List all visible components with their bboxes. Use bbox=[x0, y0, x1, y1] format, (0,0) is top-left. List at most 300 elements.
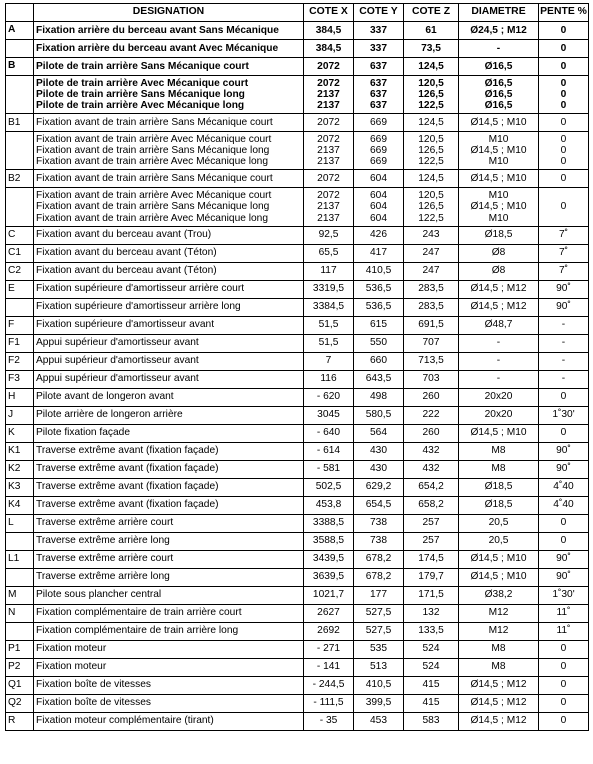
diametre-cell bbox=[459, 676, 539, 694]
cell-line: 432 bbox=[422, 445, 440, 457]
cell-line: 2072 bbox=[317, 60, 340, 72]
cell-line: Fixation avant de train arrière Avec Mécanique court bbox=[36, 189, 272, 201]
row-id-cell bbox=[6, 298, 34, 316]
designation-cell bbox=[34, 22, 304, 40]
diametre-cell bbox=[459, 658, 539, 676]
cell-line: 3439,5 bbox=[312, 553, 345, 565]
cell-line: 0 bbox=[560, 661, 567, 673]
row-id-cell: K bbox=[6, 424, 34, 442]
pente-cell bbox=[539, 496, 589, 514]
cell-line: Fixation supérieure d'amortisseur avant bbox=[36, 319, 215, 331]
cell-line: - 640 bbox=[316, 427, 341, 439]
cell-line: 583 bbox=[422, 715, 440, 727]
designation-cell bbox=[34, 676, 304, 694]
cote-y-cell bbox=[354, 694, 404, 712]
cell-line: 0 bbox=[560, 679, 567, 691]
pente-cell bbox=[539, 114, 589, 132]
cell-line: Fixation complémentaire de train arrière long bbox=[36, 625, 239, 637]
table-row bbox=[6, 406, 589, 424]
diametre-cell bbox=[459, 298, 539, 316]
header-row bbox=[6, 4, 589, 22]
pente-cell bbox=[539, 388, 589, 406]
cell-line: Fixation avant de train arrière Sans Mécanique court bbox=[36, 116, 273, 128]
table-row bbox=[6, 694, 589, 712]
table-row bbox=[6, 76, 589, 114]
cell-line: 738 bbox=[370, 535, 387, 547]
header-diametre: DIAMETRE bbox=[459, 4, 539, 22]
row-id-cell: P2 bbox=[6, 658, 34, 676]
cote-z-cell bbox=[404, 262, 459, 280]
cell-line: 0 bbox=[560, 133, 567, 145]
pente-cell bbox=[539, 76, 589, 114]
cote-y-cell bbox=[354, 478, 404, 496]
cote-z-cell bbox=[404, 132, 459, 170]
cell-line: 0 bbox=[560, 42, 567, 54]
cell-line: 426 bbox=[370, 229, 387, 241]
cell-line: 604 bbox=[370, 173, 387, 185]
cell-line: 654,5 bbox=[365, 499, 392, 511]
cell-line: Traverse extrême arrière court bbox=[36, 553, 174, 565]
cote-z-cell bbox=[404, 244, 459, 262]
cell-line: 669 bbox=[370, 156, 387, 168]
row-id-cell: K1 bbox=[6, 442, 34, 460]
pente-cell bbox=[539, 262, 589, 280]
cote-x-cell bbox=[304, 170, 354, 188]
cell-line: 117 bbox=[320, 265, 337, 277]
cell-line: Pilote arrière de longeron arrière bbox=[36, 409, 183, 421]
cell-line: 2137 bbox=[317, 156, 340, 168]
cell-line: Traverse extrême avant (fixation façade) bbox=[36, 481, 219, 493]
cell-line: 126,5 bbox=[418, 201, 444, 213]
cote-z-cell bbox=[404, 388, 459, 406]
cell-line: 536,5 bbox=[365, 283, 392, 295]
designation-cell bbox=[34, 114, 304, 132]
cote-y-cell bbox=[354, 352, 404, 370]
row-id-cell: E bbox=[6, 280, 34, 298]
diametre-cell bbox=[459, 532, 539, 550]
pente-cell bbox=[539, 694, 589, 712]
cote-x-cell bbox=[304, 40, 354, 58]
cell-line: 564 bbox=[370, 427, 387, 439]
cell-line: 61 bbox=[425, 24, 437, 36]
cell-line: 90˚ bbox=[556, 571, 571, 583]
cote-x-cell bbox=[304, 132, 354, 170]
cell-line: 174,5 bbox=[418, 553, 444, 565]
cote-x-cell bbox=[304, 280, 354, 298]
row-id-cell: F bbox=[6, 316, 34, 334]
cell-line: 51,5 bbox=[318, 319, 339, 331]
diametre-cell bbox=[459, 170, 539, 188]
table-row bbox=[6, 568, 589, 586]
cell-line: 660 bbox=[370, 355, 387, 367]
diametre-cell bbox=[459, 334, 539, 352]
cell-line: 177 bbox=[370, 589, 387, 601]
designation-cell bbox=[34, 76, 304, 114]
cell-line: 453,8 bbox=[315, 499, 342, 511]
diametre-cell bbox=[459, 280, 539, 298]
diametre-cell bbox=[459, 442, 539, 460]
diametre-cell bbox=[459, 226, 539, 244]
cote-x-cell bbox=[304, 460, 354, 478]
row-id-cell: F1 bbox=[6, 334, 34, 352]
table-row bbox=[6, 188, 589, 226]
designation-cell bbox=[34, 478, 304, 496]
cell-line: Ø14,5 ; M10 bbox=[470, 571, 527, 583]
cell-line: Pilote sous plancher central bbox=[36, 589, 162, 601]
cell-line: 703 bbox=[422, 373, 440, 385]
cote-x-cell bbox=[304, 334, 354, 352]
cell-line: - bbox=[561, 319, 566, 331]
cell-line: Pilote de train arrière Sans Mécanique long bbox=[36, 88, 245, 100]
cell-line: Ø16,5 bbox=[484, 60, 513, 72]
table-row bbox=[6, 586, 589, 604]
cote-y-cell bbox=[354, 640, 404, 658]
cote-y-cell bbox=[354, 586, 404, 604]
cell-line: 0 bbox=[560, 100, 567, 112]
cell-line: - bbox=[496, 355, 501, 367]
cote-z-cell bbox=[404, 676, 459, 694]
cell-line: 3045 bbox=[317, 409, 340, 421]
cell-line: Ø14,5 ; M10 bbox=[470, 173, 527, 185]
designation-cell bbox=[34, 442, 304, 460]
cell-line: 669 bbox=[370, 133, 387, 145]
cote-x-cell bbox=[304, 442, 354, 460]
cell-line: Traverse extrême avant (fixation façade) bbox=[36, 463, 219, 475]
cell-line: 0 bbox=[560, 427, 567, 439]
cote-x-cell bbox=[304, 406, 354, 424]
cell-line: Appui supérieur d'amortisseur avant bbox=[36, 355, 199, 367]
cell-line: 604 bbox=[370, 201, 387, 213]
cell-line: 260 bbox=[422, 391, 440, 403]
designation-cell bbox=[34, 170, 304, 188]
table-row bbox=[6, 676, 589, 694]
table-row bbox=[6, 460, 589, 478]
cell-line: 0 bbox=[560, 201, 567, 213]
cell-line: 2137 bbox=[317, 212, 340, 224]
cell-line: 0 bbox=[560, 24, 567, 36]
cote-x-cell bbox=[304, 114, 354, 132]
cote-y-cell bbox=[354, 550, 404, 568]
row-id-cell: C1 bbox=[6, 244, 34, 262]
pente-cell bbox=[539, 280, 589, 298]
pente-cell bbox=[539, 40, 589, 58]
cote-x-cell bbox=[304, 532, 354, 550]
pente-cell bbox=[539, 170, 589, 188]
table-row bbox=[6, 280, 589, 298]
cell-line: 0 bbox=[560, 145, 567, 157]
diametre-cell bbox=[459, 262, 539, 280]
pente-cell bbox=[539, 226, 589, 244]
cell-line: 7˚ bbox=[558, 265, 569, 277]
cell-line: - bbox=[496, 42, 501, 54]
designation-cell bbox=[34, 604, 304, 622]
header-pente: PENTE % bbox=[539, 4, 589, 22]
cell-line: M8 bbox=[491, 463, 506, 475]
cell-line: 247 bbox=[422, 247, 440, 259]
table-row bbox=[6, 114, 589, 132]
cote-z-cell bbox=[404, 170, 459, 188]
row-id-cell: M bbox=[6, 586, 34, 604]
pente-cell bbox=[539, 532, 589, 550]
diametre-cell bbox=[459, 622, 539, 640]
cell-line: - 581 bbox=[316, 463, 341, 475]
cote-y-cell bbox=[354, 22, 404, 40]
cote-y-cell bbox=[354, 424, 404, 442]
cell-line: M8 bbox=[491, 661, 506, 673]
cell-line: 2072 bbox=[317, 173, 340, 185]
cell-line: 7˚ bbox=[558, 247, 569, 259]
cell-line: 7 bbox=[325, 355, 332, 367]
cote-y-cell bbox=[354, 442, 404, 460]
cell-line: M8 bbox=[491, 643, 506, 655]
cell-line: Traverse extrême avant (fixation façade) bbox=[36, 499, 219, 511]
cell-line: 120,5 bbox=[418, 189, 444, 201]
cell-line: 3588,5 bbox=[312, 535, 345, 547]
cote-y-cell bbox=[354, 370, 404, 388]
table-row bbox=[6, 496, 589, 514]
cell-line: 116 bbox=[320, 373, 337, 385]
header-cote-x: COTE X bbox=[304, 4, 354, 22]
cell-line: 2072 bbox=[317, 133, 340, 145]
row-id-cell bbox=[6, 532, 34, 550]
cell-line: Fixation arrière du berceau avant Sans Mécanique bbox=[36, 24, 279, 36]
table-row bbox=[6, 298, 589, 316]
cell-line: Ø14,5 ; M12 bbox=[470, 679, 527, 691]
cell-line: 410,5 bbox=[365, 265, 392, 277]
cell-line: 171,5 bbox=[418, 589, 444, 601]
pente-cell bbox=[539, 568, 589, 586]
table-row bbox=[6, 442, 589, 460]
cell-line: 637 bbox=[370, 100, 387, 112]
cell-line: 738 bbox=[370, 517, 387, 529]
cell-line: Ø8 bbox=[491, 247, 506, 259]
cote-z-cell bbox=[404, 640, 459, 658]
diametre-cell bbox=[459, 604, 539, 622]
cote-y-cell bbox=[354, 568, 404, 586]
cell-line: 122,5 bbox=[418, 156, 444, 168]
table-row bbox=[6, 514, 589, 532]
cell-line: Ø24,5 ; M12 bbox=[470, 24, 527, 36]
designation-cell bbox=[34, 132, 304, 170]
cell-line: 20,5 bbox=[488, 535, 509, 547]
cell-line: 73,5 bbox=[421, 42, 441, 54]
cell-line: 20,5 bbox=[488, 517, 509, 529]
table-row bbox=[6, 316, 589, 334]
cell-line: 432 bbox=[422, 463, 440, 475]
cell-line: Fixation boîte de vitesses bbox=[36, 697, 151, 709]
cell-line: Ø14,5 ; M10 bbox=[470, 201, 527, 213]
table-row bbox=[6, 244, 589, 262]
cell-line: 0 bbox=[560, 715, 567, 727]
cell-line: 691,5 bbox=[418, 319, 444, 331]
cote-y-cell bbox=[354, 226, 404, 244]
cell-line: 2692 bbox=[317, 625, 340, 637]
cell-line: 124,5 bbox=[418, 173, 444, 185]
cell-line: 0 bbox=[560, 116, 567, 128]
diametre-cell bbox=[459, 478, 539, 496]
cote-z-cell bbox=[404, 334, 459, 352]
cell-line: - 35 bbox=[319, 715, 338, 727]
cell-line: 124,5 bbox=[418, 116, 444, 128]
cote-y-cell bbox=[354, 76, 404, 114]
cote-x-cell bbox=[304, 316, 354, 334]
cote-z-cell bbox=[404, 496, 459, 514]
cote-x-cell bbox=[304, 676, 354, 694]
cote-x-cell bbox=[304, 604, 354, 622]
cote-z-cell bbox=[404, 316, 459, 334]
diametre-cell bbox=[459, 188, 539, 226]
row-id-cell: A bbox=[6, 22, 34, 40]
cote-z-cell bbox=[404, 424, 459, 442]
cote-y-cell bbox=[354, 388, 404, 406]
pente-cell bbox=[539, 658, 589, 676]
cote-z-cell bbox=[404, 568, 459, 586]
cell-line: 430 bbox=[370, 463, 387, 475]
cote-x-cell bbox=[304, 712, 354, 730]
cell-line: Pilote fixation façade bbox=[36, 427, 131, 439]
cell-line: 257 bbox=[422, 535, 440, 547]
pente-cell bbox=[539, 460, 589, 478]
cell-line: - bbox=[496, 337, 501, 349]
cell-line: Ø14,5 ; M12 bbox=[470, 283, 527, 295]
row-id-cell bbox=[6, 188, 34, 226]
cell-line: Fixation complémentaire de train arrière court bbox=[36, 607, 242, 619]
cell-line: Fixation avant du berceau avant (Téton) bbox=[36, 265, 217, 277]
cell-line: Ø16,5 bbox=[484, 100, 513, 112]
cote-z-cell bbox=[404, 514, 459, 532]
cote-x-cell bbox=[304, 298, 354, 316]
pente-cell bbox=[539, 424, 589, 442]
designation-cell bbox=[34, 334, 304, 352]
cell-line: Traverse extrême arrière long bbox=[36, 535, 170, 547]
cell-line: 11˚ bbox=[556, 607, 571, 619]
cell-line: 527,5 bbox=[365, 607, 392, 619]
cell-line: 0 bbox=[560, 173, 567, 185]
pente-cell bbox=[539, 550, 589, 568]
cell-line: 20x20 bbox=[484, 409, 513, 421]
cell-line: Fixation supérieure d'amortisseur arrière court bbox=[36, 283, 245, 295]
cell-line: Fixation moteur bbox=[36, 643, 107, 655]
cell-line: - bbox=[561, 373, 566, 385]
cell-line: M10 bbox=[488, 189, 509, 201]
cell-line: 637 bbox=[370, 77, 387, 89]
cote-y-cell bbox=[354, 532, 404, 550]
cell-line: Fixation avant de train arrière Avec Mécanique long bbox=[36, 212, 268, 224]
cell-line: - 141 bbox=[316, 661, 341, 673]
diametre-cell bbox=[459, 514, 539, 532]
cote-x-cell bbox=[304, 424, 354, 442]
cell-line: 283,5 bbox=[418, 283, 444, 295]
cell-line: Appui supérieur d'amortisseur avant bbox=[36, 337, 199, 349]
cote-z-cell bbox=[404, 280, 459, 298]
cote-z-cell bbox=[404, 22, 459, 40]
cell-line: Fixation avant de train arrière Sans Mécanique court bbox=[36, 173, 273, 185]
cote-z-cell bbox=[404, 442, 459, 460]
table-row bbox=[6, 388, 589, 406]
cell-line: 536,5 bbox=[365, 301, 392, 313]
cell-line: 260 bbox=[422, 427, 440, 439]
cell-line: M8 bbox=[491, 445, 506, 457]
cell-line: - bbox=[561, 337, 566, 349]
designation-cell bbox=[34, 58, 304, 76]
diametre-cell bbox=[459, 550, 539, 568]
cote-z-cell bbox=[404, 406, 459, 424]
designation-cell bbox=[34, 694, 304, 712]
cell-line: 3639,5 bbox=[312, 571, 345, 583]
table-row bbox=[6, 532, 589, 550]
table-row bbox=[6, 352, 589, 370]
cell-line: 415 bbox=[422, 679, 440, 691]
header-id bbox=[6, 4, 34, 22]
cote-y-cell bbox=[354, 406, 404, 424]
pente-cell bbox=[539, 132, 589, 170]
cell-line: Appui supérieur d'amortisseur avant bbox=[36, 373, 199, 385]
row-id-cell: Q2 bbox=[6, 694, 34, 712]
pente-cell bbox=[539, 676, 589, 694]
cell-line: Pilote avant de longeron avant bbox=[36, 391, 174, 403]
cell-line: 243 bbox=[422, 229, 440, 241]
cell-line: Fixation avant de train arrière Sans Mécanique long bbox=[36, 145, 270, 157]
cote-y-cell bbox=[354, 334, 404, 352]
cell-line: Ø16,5 bbox=[484, 88, 513, 100]
cell-line: 337 bbox=[370, 42, 387, 54]
cell-line: Ø18,5 bbox=[484, 499, 513, 511]
diametre-cell bbox=[459, 586, 539, 604]
row-id-cell: H bbox=[6, 388, 34, 406]
cote-z-cell bbox=[404, 114, 459, 132]
table-row bbox=[6, 478, 589, 496]
cell-line: 257 bbox=[422, 517, 440, 529]
pente-cell bbox=[539, 334, 589, 352]
cote-x-cell bbox=[304, 496, 354, 514]
pente-cell bbox=[539, 514, 589, 532]
cell-line: 637 bbox=[370, 60, 387, 72]
cote-x-cell bbox=[304, 388, 354, 406]
cell-line: 2072 bbox=[317, 77, 340, 89]
cell-line: 0 bbox=[560, 697, 567, 709]
cote-z-cell bbox=[404, 370, 459, 388]
cell-line: 4˚40 bbox=[553, 499, 574, 511]
cell-line: - 620 bbox=[316, 391, 341, 403]
cell-line: 120,5 bbox=[418, 77, 444, 89]
cell-line: 399,5 bbox=[365, 697, 392, 709]
cell-line: 126,5 bbox=[418, 145, 444, 157]
cell-line: - 271 bbox=[316, 643, 341, 655]
cell-line: 3388,5 bbox=[312, 517, 345, 529]
cote-z-cell bbox=[404, 40, 459, 58]
designation-cell bbox=[34, 514, 304, 532]
cell-line: - 244,5 bbox=[312, 679, 345, 691]
cote-x-cell bbox=[304, 478, 354, 496]
cell-line: Ø14,5 ; M12 bbox=[470, 301, 527, 313]
row-id-cell: K2 bbox=[6, 460, 34, 478]
pente-cell bbox=[539, 442, 589, 460]
diametre-cell bbox=[459, 424, 539, 442]
cote-x-cell bbox=[304, 370, 354, 388]
cell-line: Ø14,5 ; M12 bbox=[470, 715, 527, 727]
cell-line: Ø16,5 bbox=[484, 77, 513, 89]
cell-line: 678,2 bbox=[365, 571, 392, 583]
designation-cell bbox=[34, 496, 304, 514]
cell-line: Pilote de train arrière Sans Mécanique court bbox=[36, 60, 249, 72]
row-id-cell bbox=[6, 568, 34, 586]
cote-y-cell bbox=[354, 460, 404, 478]
table-row bbox=[6, 658, 589, 676]
pente-cell bbox=[539, 370, 589, 388]
pente-cell bbox=[539, 640, 589, 658]
cell-line: 524 bbox=[422, 661, 440, 673]
designation-cell bbox=[34, 280, 304, 298]
